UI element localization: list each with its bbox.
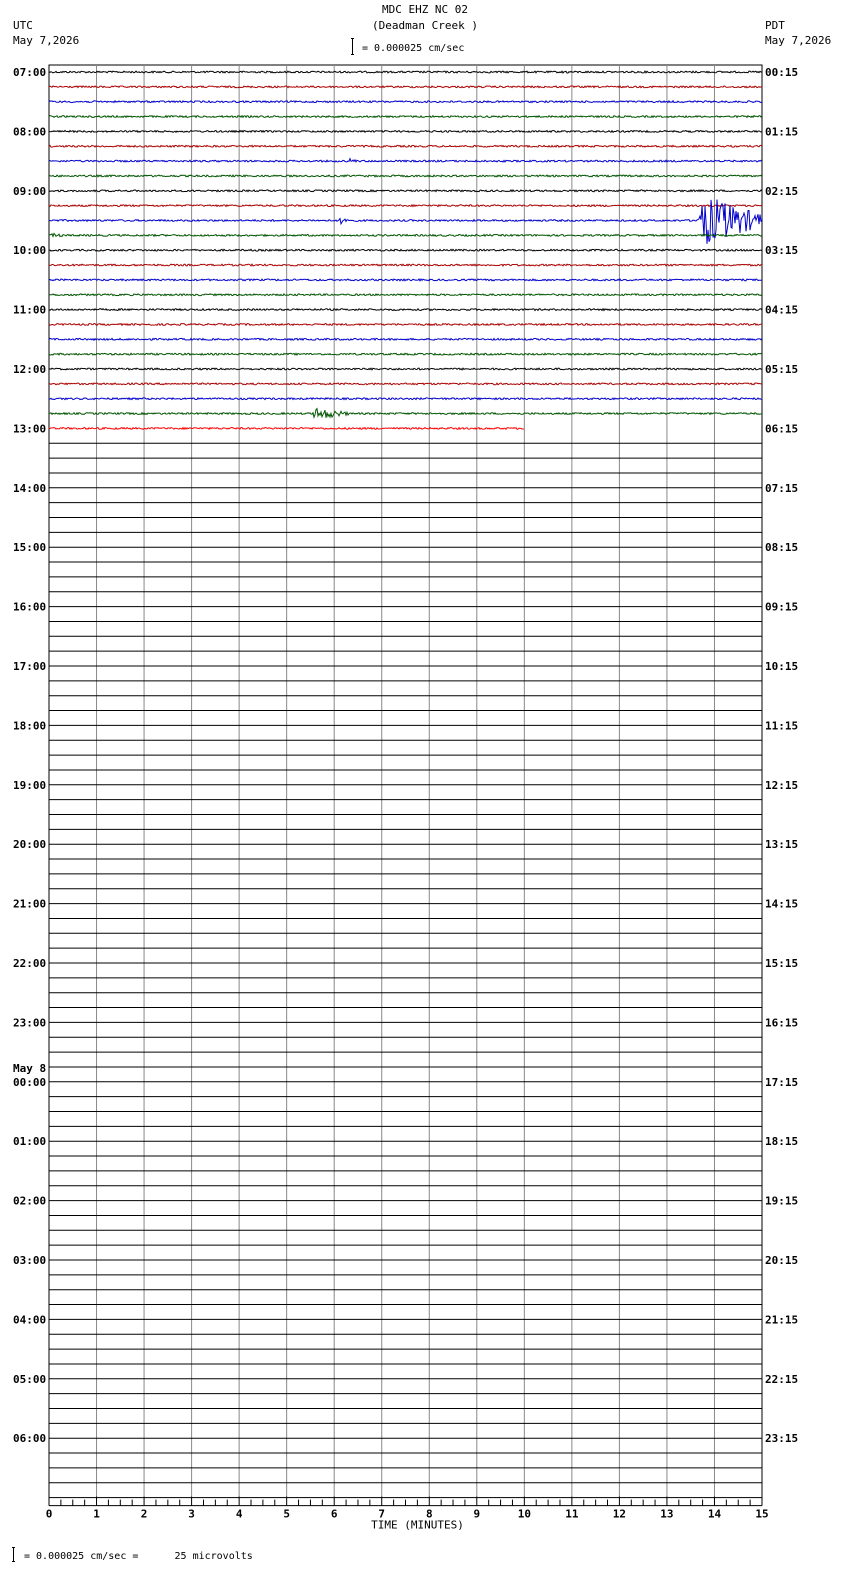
seismic-trace-row-3 xyxy=(49,116,762,118)
x-tick-label-10: 10 xyxy=(517,1507,531,1521)
seismic-trace-row-22 xyxy=(49,398,762,400)
utc-hour-label-21: 04:00 xyxy=(13,1313,47,1327)
pdt-hour-label-14: 14:15 xyxy=(765,897,799,911)
x-tick-label-9: 9 xyxy=(473,1507,481,1521)
utc-hour-label-13: 20:00 xyxy=(13,838,47,852)
utc-hour-label-16: 23:00 xyxy=(13,1016,47,1030)
utc-hour-label-7: 14:00 xyxy=(13,481,47,495)
utc-hour-label-14: 21:00 xyxy=(13,897,47,911)
seismic-trace-row-7 xyxy=(49,175,762,177)
x-tick-label-2: 2 xyxy=(140,1507,148,1521)
seismic-trace-row-4 xyxy=(49,131,762,133)
seismic-trace-row-20 xyxy=(49,368,762,370)
seismic-trace-row-19 xyxy=(49,353,762,355)
pdt-hour-label-20: 20:15 xyxy=(765,1254,799,1267)
pdt-hour-label-15: 15:15 xyxy=(765,957,799,970)
pdt-hour-label-4: 04:15 xyxy=(765,303,799,317)
pdt-hour-label-1: 01:15 xyxy=(765,125,799,139)
seismic-trace-row-9 xyxy=(49,205,762,207)
utc-hour-label-11: 18:00 xyxy=(13,719,47,733)
utc-hour-label-2: 09:00 xyxy=(13,184,47,198)
seismic-trace-row-11 xyxy=(49,233,762,236)
seismic-trace-row-12 xyxy=(49,249,762,251)
x-axis-title: TIME (MINUTES) xyxy=(371,1518,464,1532)
utc-hour-label-3: 10:00 xyxy=(13,244,47,258)
x-tick-label-11: 11 xyxy=(565,1507,579,1521)
seismic-trace-row-15 xyxy=(49,294,762,296)
seismic-trace-row-17 xyxy=(49,324,762,326)
seismic-trace-row-18 xyxy=(49,338,762,340)
seismic-trace-row-16 xyxy=(49,309,762,311)
seismic-trace-row-8 xyxy=(49,190,762,192)
seismic-trace-row-13 xyxy=(49,264,762,266)
utc-hour-label-0: 07:00 xyxy=(13,66,47,79)
x-tick-label-13: 13 xyxy=(660,1507,674,1521)
seismic-trace-row-5 xyxy=(49,145,762,147)
pdt-hour-label-5: 05:15 xyxy=(765,363,799,376)
seismic-trace-row-1 xyxy=(49,86,762,88)
station-title: MDC EHZ NC 02 xyxy=(381,3,469,16)
utc-hour-label-9: 16:00 xyxy=(13,600,47,614)
date-change-label: May 8 xyxy=(13,1061,47,1075)
x-tick-label-12: 12 xyxy=(612,1507,627,1521)
x-tick-label-5: 5 xyxy=(283,1507,290,1521)
x-tick-label-8: 8 xyxy=(425,1507,433,1521)
utc-hour-label-15: 22:00 xyxy=(13,957,47,970)
x-tick-label-6: 6 xyxy=(330,1507,338,1521)
station-location: (Deadman Creek ) xyxy=(372,19,478,32)
utc-hour-label-23: 06:00 xyxy=(13,1432,47,1446)
pdt-hour-label-23: 23:15 xyxy=(765,1432,799,1446)
utc-hour-label-10: 17:00 xyxy=(13,660,47,673)
pdt-hour-label-9: 09:15 xyxy=(765,600,799,614)
pdt-date-label: May 7,2026 xyxy=(765,34,832,47)
utc-hour-label-5: 12:00 xyxy=(13,363,47,376)
pdt-hour-label-22: 22:15 xyxy=(765,1372,799,1386)
x-tick-label-14: 14 xyxy=(707,1507,722,1521)
x-tick-label-0: 0 xyxy=(45,1507,53,1521)
x-tick-label-15: 15 xyxy=(755,1507,769,1521)
seismic-trace-row-23 xyxy=(49,409,762,418)
utc-hour-label-22: 05:00 xyxy=(13,1372,47,1386)
x-tick-label-7: 7 xyxy=(378,1507,386,1521)
seismic-trace-row-6 xyxy=(49,159,762,162)
utc-hour-label-4: 11:00 xyxy=(13,303,47,317)
utc-hour-label-18: 01:00 xyxy=(13,1135,47,1149)
pdt-hour-label-0: 00:15 xyxy=(765,66,799,79)
x-tick-label-1: 1 xyxy=(93,1507,100,1521)
pdt-hour-label-6: 06:15 xyxy=(765,422,799,436)
utc-hour-label-6: 13:00 xyxy=(13,422,47,436)
utc-hour-label-20: 03:00 xyxy=(13,1254,47,1267)
pdt-hour-label-10: 10:15 xyxy=(765,660,799,673)
pdt-hour-label-21: 21:15 xyxy=(765,1313,799,1327)
scale-label: = 0.000025 cm/sec xyxy=(362,43,465,54)
utc-zone-label: UTC xyxy=(13,19,33,32)
seismic-trace-row-24 xyxy=(49,428,524,430)
footer-scale-icon xyxy=(12,1547,15,1562)
pdt-hour-label-16: 16:15 xyxy=(765,1016,799,1030)
pdt-hour-label-19: 19:15 xyxy=(765,1194,799,1208)
seismic-trace-row-0 xyxy=(49,71,762,73)
pdt-hour-label-2: 02:15 xyxy=(765,184,799,198)
seismic-trace-row-21 xyxy=(49,383,762,385)
x-tick-label-4: 4 xyxy=(235,1507,243,1521)
utc-hour-label-17: 00:00 xyxy=(13,1075,47,1089)
pdt-hour-label-13: 13:15 xyxy=(765,838,799,852)
utc-hour-label-1: 08:00 xyxy=(13,125,47,139)
utc-date-label: May 7,2026 xyxy=(13,34,80,47)
pdt-hour-label-3: 03:15 xyxy=(765,244,799,258)
utc-hour-label-8: 15:00 xyxy=(13,541,47,555)
x-tick-label-3: 3 xyxy=(188,1507,195,1521)
utc-hour-label-19: 02:00 xyxy=(13,1194,47,1208)
footer-scale-note: = 0.000025 cm/sec = 25 microvolts xyxy=(24,1551,253,1562)
pdt-hour-label-17: 17:15 xyxy=(765,1075,799,1089)
pdt-hour-label-12: 12:15 xyxy=(765,778,799,792)
seismic-trace-row-14 xyxy=(49,279,762,281)
pdt-hour-label-7: 07:15 xyxy=(765,481,799,495)
pdt-zone-label: PDT xyxy=(765,19,785,32)
pdt-hour-label-18: 18:15 xyxy=(765,1135,799,1149)
pdt-hour-label-11: 11:15 xyxy=(765,719,799,733)
seismic-trace-row-2 xyxy=(49,101,762,103)
utc-hour-label-12: 19:00 xyxy=(13,778,47,792)
pdt-hour-label-8: 08:15 xyxy=(765,541,799,555)
